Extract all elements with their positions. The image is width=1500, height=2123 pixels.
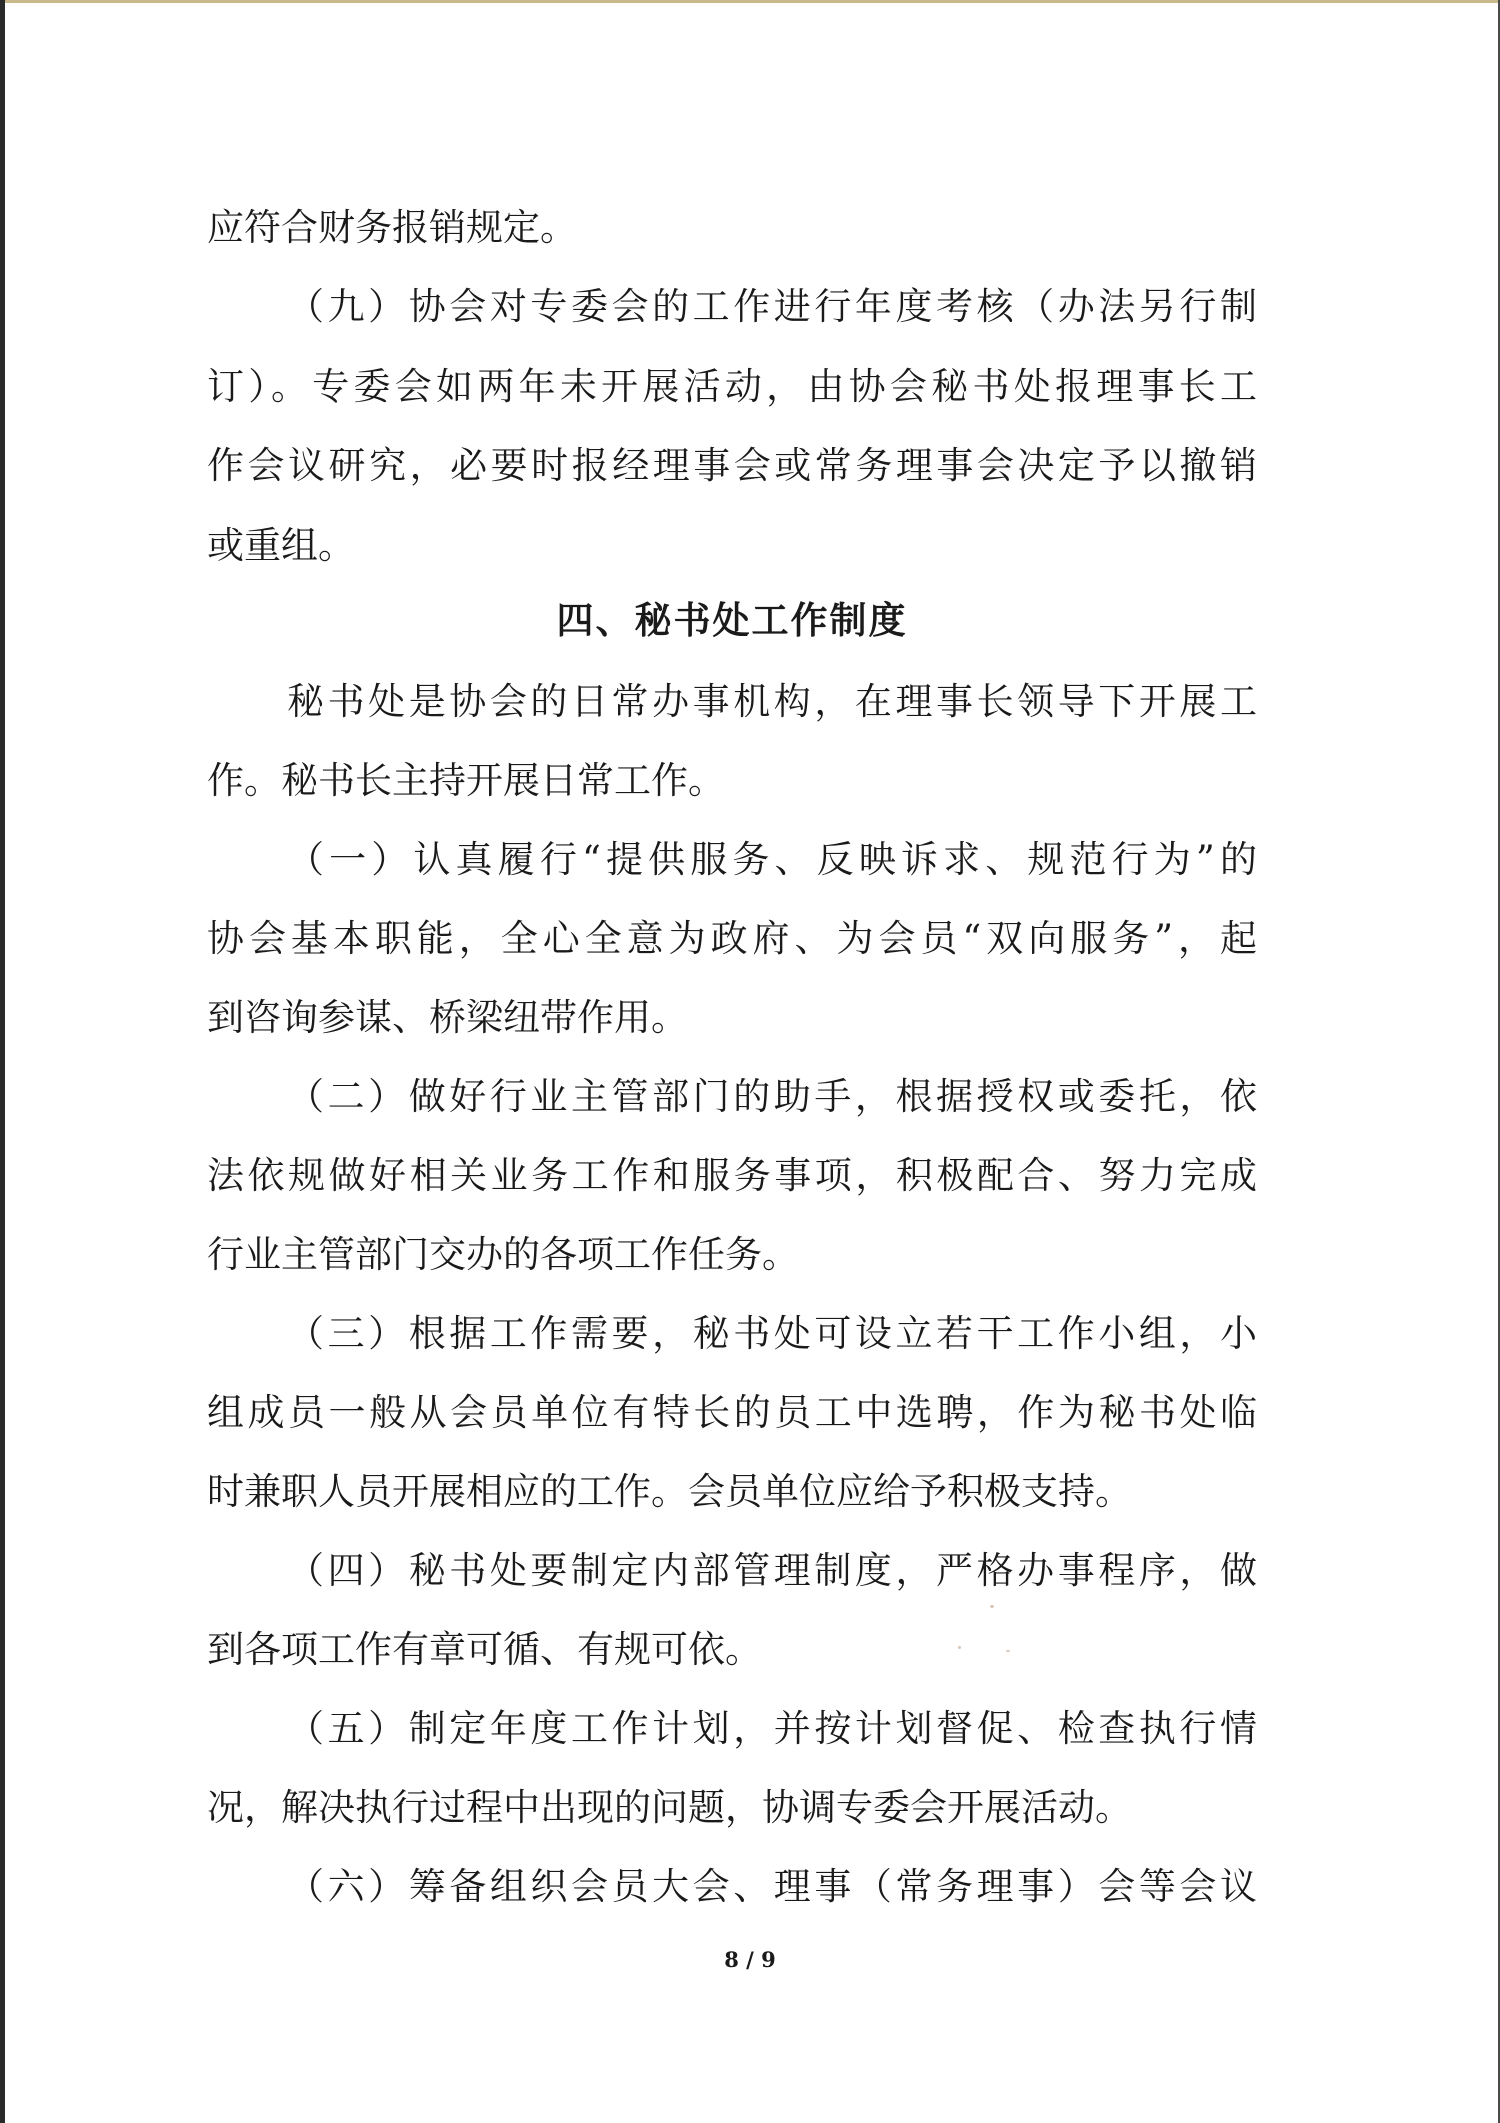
paragraph-line: 到咨询参谋、桥梁纽带作用。 [207, 996, 688, 1039]
scan-speck [990, 1605, 994, 1608]
scan-edge-top [0, 0, 1500, 3]
paragraph-line: （四）秘书处要制定内部管理制度，严格办事程序，做 [287, 1549, 1257, 1592]
paragraph-line: 协会基本职能，全心全意为政府、为会员“双向服务”，起 [207, 917, 1257, 960]
paragraph-line: （六）筹备组织会员大会、理事（常务理事）会等会议 [287, 1865, 1257, 1908]
paragraph-line: 法依规做好相关业务工作和服务事项，积极配合、努力完成 [207, 1154, 1257, 1197]
paragraph-line: （九）协会对专委会的工作进行年度考核（办法另行制 [287, 285, 1257, 328]
paragraph-line: （二）做好行业主管部门的助手，根据授权或委托，依 [287, 1075, 1257, 1118]
scan-speck [1006, 1650, 1010, 1652]
paragraph-line: 组成员一般从会员单位有特长的员工中选聘，作为秘书处临 [207, 1391, 1257, 1434]
paragraph-line: 作会议研究，必要时报经理事会或常务理事会决定予以撤销 [207, 444, 1257, 487]
paragraph-line: 况，解决执行过程中出现的问题，协调专委会开展活动。 [207, 1786, 1132, 1829]
scan-edge-left [0, 0, 5, 2123]
paragraph-line: 秘书处是协会的日常办事机构，在理事长领导下开展工 [287, 680, 1257, 723]
paragraph-line: 或重组。 [207, 524, 355, 567]
paragraph-line: 作。秘书长主持开展日常工作。 [207, 759, 725, 802]
paragraph-line: （三）根据工作需要，秘书处可设立若干工作小组，小 [287, 1312, 1257, 1355]
paragraph-line: （五）制定年度工作计划，并按计划督促、检查执行情 [287, 1707, 1257, 1750]
paragraph-line: 到各项工作有章可循、有规可依。 [207, 1628, 762, 1671]
section-heading: 四、秘书处工作制度 [556, 599, 908, 642]
paragraph-line: 订）。专委会如两年未开展活动，由协会秘书处报理事长工 [207, 365, 1257, 408]
paragraph-line: 行业主管部门交办的各项工作任务。 [207, 1233, 799, 1276]
paragraph-line: 应符合财务报销规定。 [207, 206, 577, 249]
paragraph-line: （一）认真履行“提供服务、反映诉求、规范行为”的 [287, 838, 1257, 881]
paragraph-line: 时兼职人员开展相应的工作。会员单位应给予积极支持。 [207, 1470, 1132, 1513]
page-number: 8 / 9 [724, 1947, 776, 1972]
scan-speck [958, 1646, 961, 1649]
